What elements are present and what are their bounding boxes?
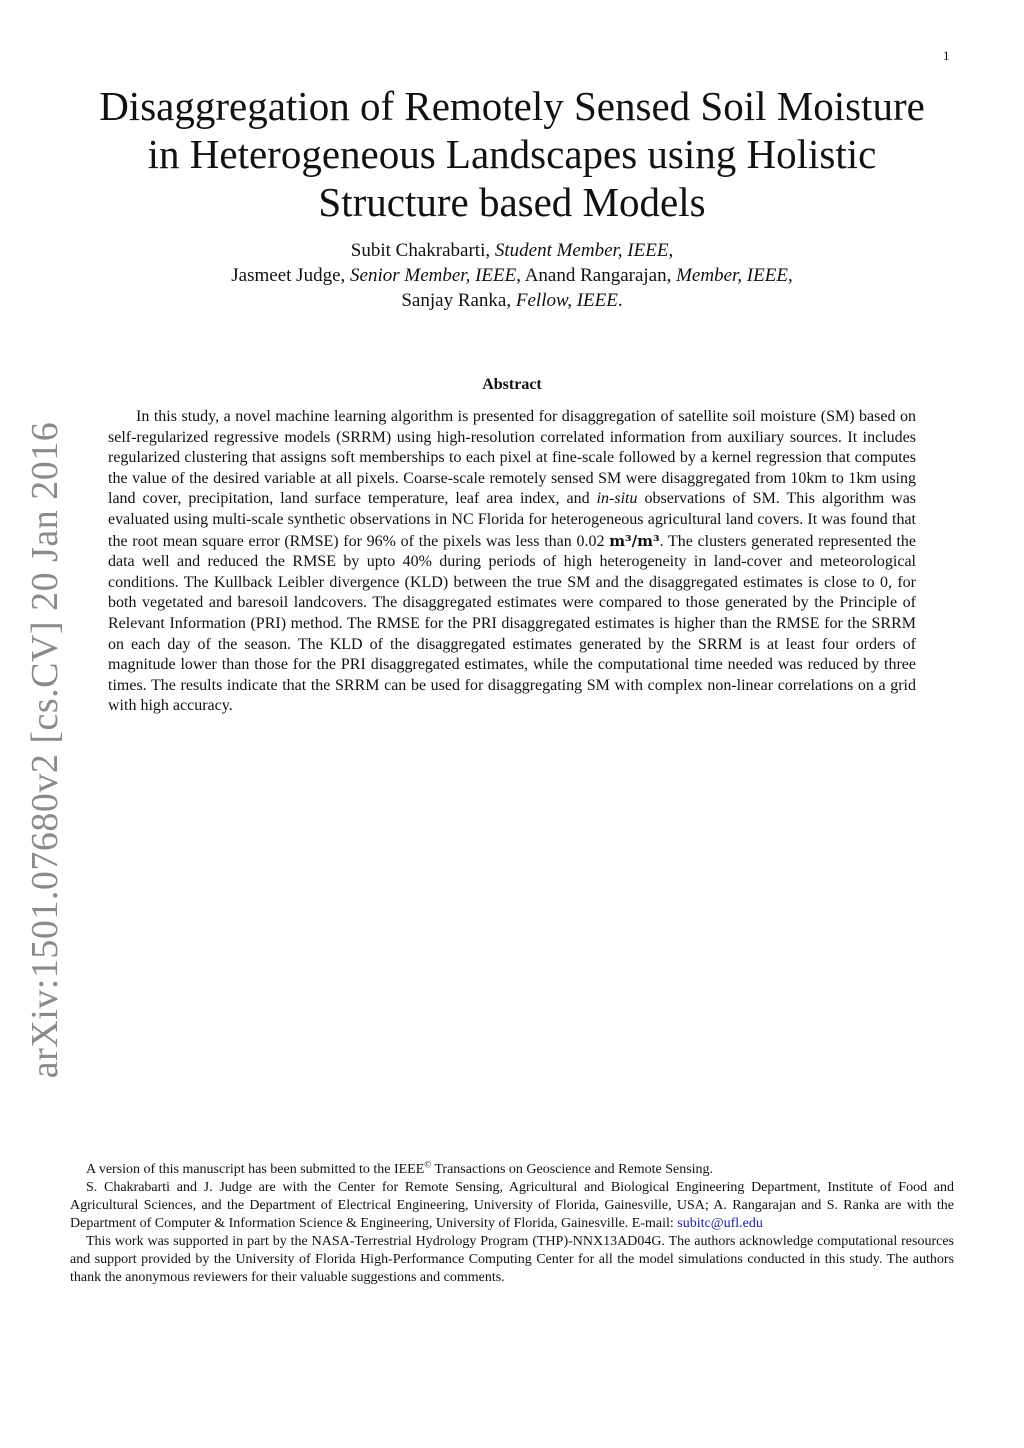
copyright-symbol: ©	[424, 1159, 432, 1170]
abstract-text-part-3: . The clusters generated represented the data well and reduced the RMSE by upto 40% during periods of high heterogeneity in land-cover and meteorological conditions. The Kullback Leibler divergence (KLD) between the true SM and the disaggregated estimates is close to 0, for both vegetated and baresoil landcovers. The disaggregated estimates were compared to those generated by the Principle of Relevant Information (PRI) method. The RMSE for the PRI disaggregated estimates is higher than the RMSE for the SRRM on each day of the season. The KLD of the disaggregated estimates generated by the SRRM is at least four orders of magnitude lower than those for the PRI disaggregated estimates, while the computational time needed was reduced by three times. The results indicate that the SRRM can be used for disaggregating SM with complex non-linear correlations on a grid with high accuracy.	[108, 532, 917, 715]
author-name: Anand Rangarajan,	[524, 265, 672, 286]
author-name: Jasmeet Judge,	[231, 265, 346, 286]
abstract-text-part-2: observations of SM. This algorithm was evaluated using multi-scale synthetic observations in NC Florida for heterogeneous agricultural land covers. It was found that the root mean square error (RMSE) for 96% of the pixels was less than 0.02	[108, 490, 917, 550]
author-list	[100, 238, 924, 313]
author-line-3: Sanjay Ranka, Fellow, IEEE.	[401, 290, 623, 311]
author-role: Senior Member, IEEE	[350, 265, 517, 286]
footnote-submission	[70, 1161, 954, 1179]
abstract-body	[108, 407, 916, 717]
footnote-text: This work was supported in part by the NASA-Terrestrial Hydrology Program (THP)-NNX13AD04G. The authors acknowledge computational resources and support provided by the University of Florida High-Performance Computing Center for all the model simulations conducted in this study. The authors thank the anonymous reviewers for their valuable suggestions and comments.	[70, 1234, 954, 1285]
footnote-text: S. Chakrabarti and J. Judge are with the Center for Remote Sensing, Agricultural and Biological Engineering Department, Institute of Food and Agricultural Sciences, and the Department of Electrical Engineering, University of Florida, Gainesville, USA; A. Rangarajan and S. Ranka are with the Department of Computer & Information Science & Engineering, University of Florida, Gainesville. E-mail:	[70, 1180, 954, 1231]
author-name: Subit Chakrabarti,	[350, 240, 491, 261]
email-link[interactable]: subitc@ufl.edu	[677, 1216, 763, 1231]
footnotes	[70, 1161, 954, 1287]
author-role: Fellow, IEEE	[515, 290, 618, 311]
footnote-text: Transactions on Geoscience and Remote Sensing.	[434, 1162, 714, 1177]
abstract-heading: Abstract	[482, 376, 542, 393]
abstract-text-part-1: In this study, a novel machine learning algorithm is presented for disaggregation of satellite soil moisture (SM) based on self-regularized regressive models (SRRM) using high-resolution correlated information from auxiliary sources. It includes regularized clustering that assigns soft memberships to each pixel at fine-scale followed by a kernel regression that computes the value of the desired variable at all pixels. Coarse-scale remotely sensed SM were disaggregated from 10km to 1km using land cover, precipitation, land surface temperature, leaf area index, and	[108, 408, 916, 508]
author-role: Student Member, IEEE	[494, 240, 669, 261]
paper-title	[60, 82, 964, 226]
title-line-1: Disaggregation of Remotely Sensed Soil Moisture	[99, 83, 925, 129]
title-line-2: in Heterogeneous Landscapes using Holistic	[147, 131, 877, 177]
title-line-3: Structure based Models	[318, 179, 706, 225]
author-line-1: Subit Chakrabarti, Student Member, IEEE,	[350, 240, 674, 261]
author-line-2: Jasmeet Judge, Senior Member, IEEE, Anand Rangarajan, Member, IEEE,	[231, 265, 793, 286]
footnote-affiliations	[70, 1179, 954, 1233]
page-number: 1	[943, 48, 950, 63]
author-role: Member, IEEE	[676, 265, 788, 286]
in-situ-term: in-situ	[596, 490, 638, 508]
arxiv-side-stamp: arXiv:1501.07680v2 [cs.CV] 20 Jan 2016	[24, 421, 66, 1079]
unit-math: m³/m³	[609, 531, 660, 550]
footnote-funding	[70, 1233, 954, 1287]
author-name: Sanjay Ranka,	[401, 290, 512, 311]
footnote-text: A version of this manuscript has been submitted to the IEEE	[86, 1162, 425, 1177]
